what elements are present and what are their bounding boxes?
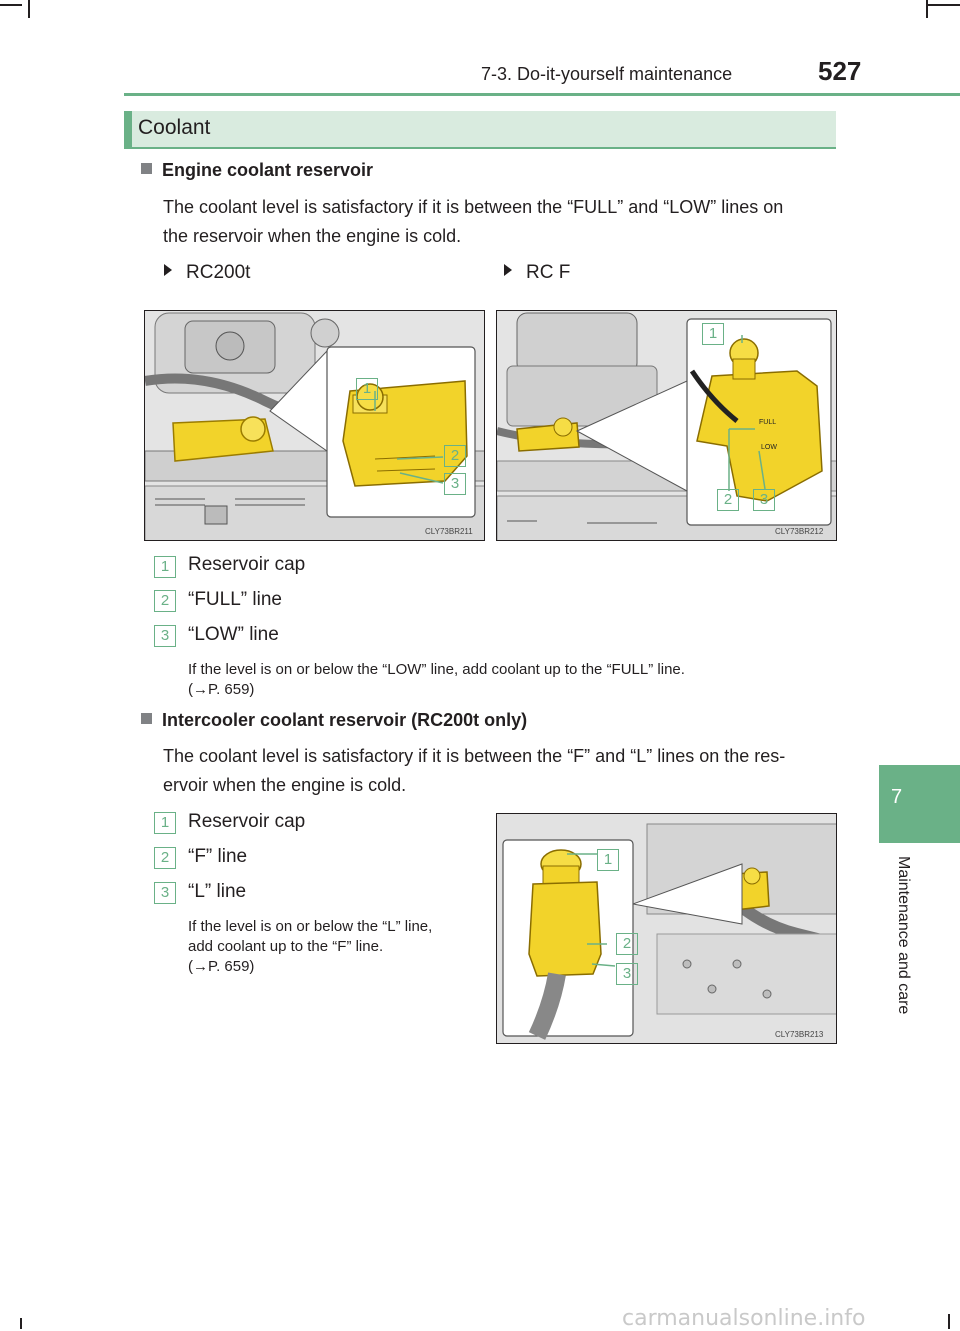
note-line: If the level is on or below the “LOW” line, add coolant up to the “FULL” line. bbox=[188, 661, 685, 678]
legend-number-3: 3 bbox=[154, 882, 176, 904]
triangle-bullet-icon bbox=[164, 264, 172, 276]
triangle-bullet-icon bbox=[504, 264, 512, 276]
engine-reservoir-text bbox=[163, 193, 783, 251]
figure-code: CLY73BR211 bbox=[425, 527, 473, 536]
callout-3: 3 bbox=[616, 963, 638, 985]
callout-1: 1 bbox=[597, 849, 619, 871]
legend-number-2: 2 bbox=[154, 847, 176, 869]
engine-bay-drawing bbox=[497, 311, 837, 541]
section-title: Coolant bbox=[138, 116, 211, 139]
legend-label-low-line: “LOW” line bbox=[188, 624, 279, 645]
legend-label-f-line: “F” line bbox=[188, 846, 248, 867]
crop-mark bbox=[0, 4, 22, 6]
model-text: RC F bbox=[526, 262, 571, 283]
paragraph-line: the reservoir when the engine is cold. bbox=[163, 226, 462, 246]
engine-bay-illustration-rc200t bbox=[144, 310, 485, 541]
crop-mark bbox=[20, 1318, 22, 1329]
legend-label-full-line: “FULL” line bbox=[188, 589, 282, 610]
engine-reservoir-heading bbox=[141, 160, 373, 181]
crop-mark bbox=[926, 0, 928, 18]
paragraph-line: The coolant level is satisfactory if it is between the “FULL” and “LOW” lines on bbox=[163, 197, 784, 217]
model-label-rc200t bbox=[164, 262, 250, 284]
intercooler-reservoir-heading bbox=[141, 710, 527, 731]
model-label-rcf bbox=[504, 262, 570, 284]
callout-3: 3 bbox=[444, 473, 466, 495]
legend-label-reservoir-cap: Reservoir cap bbox=[188, 811, 306, 832]
intercooler-illustration bbox=[496, 813, 837, 1044]
chapter-number: 7 bbox=[890, 786, 903, 808]
callout-2: 2 bbox=[616, 933, 638, 955]
page-number: 527 bbox=[818, 56, 862, 86]
legend-number-3: 3 bbox=[154, 625, 176, 647]
intercooler-reservoir-note bbox=[188, 917, 432, 977]
page-reference: (→P. 659) bbox=[188, 681, 255, 698]
legend-number-2: 2 bbox=[154, 590, 176, 612]
crop-mark bbox=[948, 1314, 950, 1329]
figure-code: CLY73BR213 bbox=[775, 1030, 824, 1039]
paragraph-line: ervoir when the engine is cold. bbox=[163, 775, 407, 795]
engine-bay-drawing bbox=[145, 311, 485, 541]
figure-code: CLY73BR212 bbox=[775, 527, 824, 536]
model-text: RC200t bbox=[186, 262, 251, 283]
note-line: If the level is on or below the “L” line, bbox=[188, 918, 433, 935]
note-line: add coolant up to the “F” line. bbox=[188, 938, 384, 955]
chapter-title: Maintenance and care bbox=[895, 856, 912, 1015]
section-band bbox=[124, 111, 836, 147]
watermark: carmanualsonline.info bbox=[622, 1306, 866, 1331]
engine-bay-illustration-rcf bbox=[496, 310, 837, 541]
callout-1: 1 bbox=[702, 323, 724, 345]
heading-text: Intercooler coolant reservoir (RC200t only) bbox=[162, 710, 528, 730]
header-rule bbox=[124, 93, 960, 96]
square-bullet-icon bbox=[141, 163, 152, 174]
crop-mark bbox=[28, 0, 30, 18]
section-band-accent bbox=[124, 111, 132, 147]
square-bullet-icon bbox=[141, 713, 152, 724]
legend-label-reservoir-cap: Reservoir cap bbox=[188, 554, 306, 575]
page-reference: (→P. 659) bbox=[188, 958, 255, 975]
crop-mark bbox=[926, 4, 960, 6]
full-mark-text: FULL bbox=[759, 419, 777, 426]
intercooler-reservoir-text bbox=[163, 742, 785, 800]
intercooler-drawing bbox=[497, 814, 837, 1044]
legend-number-1: 1 bbox=[154, 556, 176, 578]
callout-3: 3 bbox=[753, 489, 775, 511]
running-header: 7-3. Do-it-yourself maintenance bbox=[481, 64, 733, 84]
legend-number-1: 1 bbox=[154, 812, 176, 834]
heading-text: Engine coolant reservoir bbox=[162, 160, 374, 180]
callout-2: 2 bbox=[717, 489, 739, 511]
low-mark-text: LOW bbox=[761, 444, 777, 451]
callout-2: 2 bbox=[444, 445, 466, 467]
legend-label-l-line: “L” line bbox=[188, 881, 247, 902]
section-band-underline bbox=[124, 147, 836, 149]
paragraph-line: The coolant level is satisfactory if it is between the “F” and “L” lines on the res- bbox=[163, 746, 786, 766]
engine-reservoir-note bbox=[188, 660, 685, 700]
callout-1: 1 bbox=[356, 378, 378, 400]
